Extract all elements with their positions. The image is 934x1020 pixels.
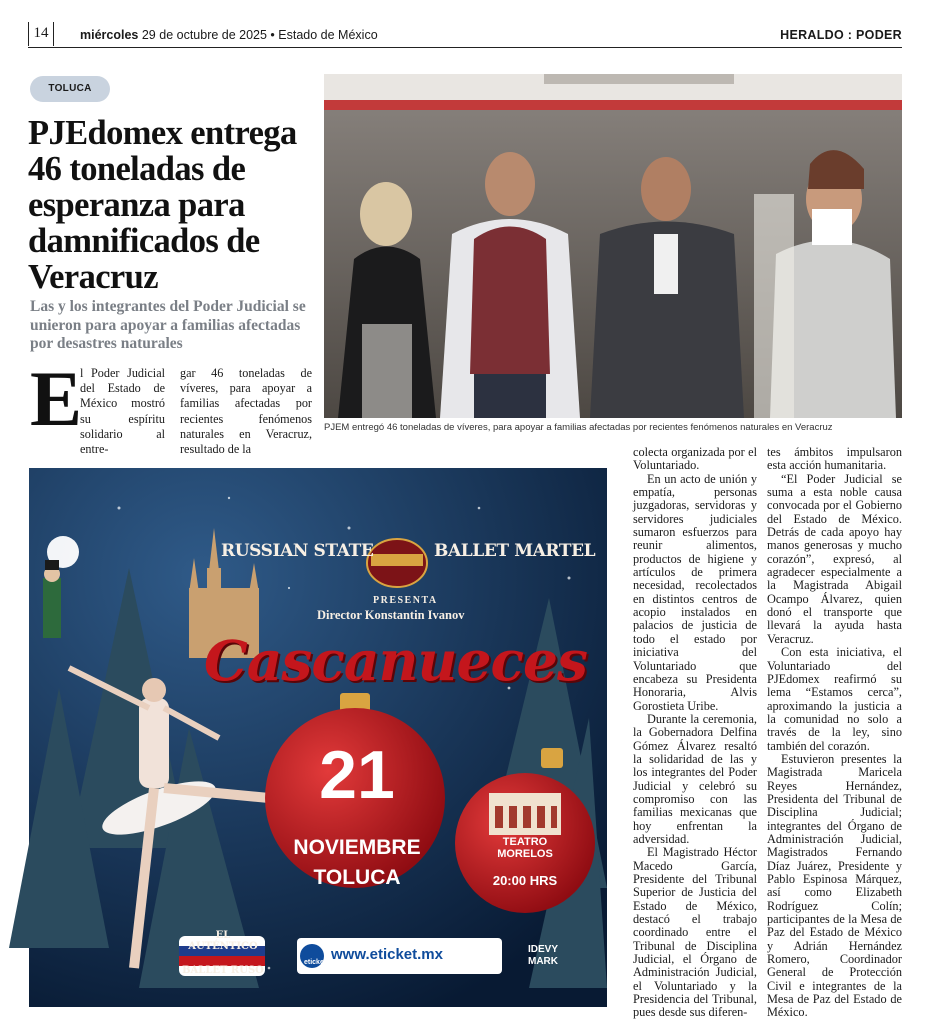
ad-title: Cascanueces	[204, 628, 587, 693]
body-column-1	[633, 446, 757, 1020]
paragraph: “El Poder Judicial se suma a esta noble causa convocada por el Gobierno del Estado de México. Detrás de cada apoyo hay manos generosas y mucho corazón”, expresó, al agradecer especialmente a la Magistrada Abigail Ocampo Álvarez, quien donó el transporte que llevará la ayuda hasta Veracruz.	[767, 471, 902, 646]
paragraph: Durante la ceremonia, la Gobernadora Delfina Gómez Álvarez resaltó la solidaridad de las y los integrantes del Poder Judicial y celebró su compromiso con las familias mexicanas que hoy enfrentan la adversidad.	[633, 711, 757, 846]
dateline-day: miércoles	[80, 28, 139, 42]
ad-time: 20:00 HRS	[492, 873, 558, 888]
nutcracker-ad[interactable]	[29, 468, 607, 1007]
photo-caption: PJEM entregó 46 toneladas de víveres, para apoyar a familias afectadas por recientes fenómenos naturales en Veracruz	[324, 422, 833, 433]
headline: PJEdomex entrega 46 toneladas de esperanza para damnificados de Veracruz	[28, 114, 297, 296]
paragraph: colecta organizada por el Voluntariado.	[633, 445, 757, 473]
lead-text-1: l Poder Judicial del Estado de México mostró su espíritu solidario al entre-	[80, 366, 165, 457]
ad-sponsor: IDEVY MARK	[527, 944, 558, 967]
ad-badge-top: EL AUTÉNTICO	[188, 930, 258, 952]
lead-text-2: gar 46 toneladas de víveres, para apoyar a familias afectadas por recientes fenómenos naturales en Veracruz, resultado de la	[180, 366, 312, 457]
ad-venue: TEATRO MORELOS	[497, 836, 553, 860]
ad-company-right: BALLET MARTEL	[434, 541, 596, 561]
ad-director: Director Konstantin Ivanov	[317, 608, 465, 622]
ad-ticket-url[interactable]: www.eticket.mx	[331, 946, 443, 963]
event-photo-illustration	[324, 74, 902, 418]
nutcracker-figure	[43, 560, 61, 638]
lead-column-1	[80, 366, 165, 457]
ad-company-left: RUSSIAN STATE	[221, 541, 374, 561]
paragraph: tes ámbitos impulsaron esta acción humanitaria.	[767, 445, 902, 473]
body-column-2	[767, 446, 902, 1020]
event-photo	[324, 74, 902, 418]
subhead: Las y los integrantes del Poder Judicial se unieron para apoyar a familias afectadas por desastres naturales	[30, 298, 306, 352]
section-name: HERALDO : PODER	[780, 28, 902, 42]
opera-ballet-crest	[367, 539, 427, 587]
page-number: 14	[28, 22, 54, 46]
paragraph: El Magistrado Héctor Macedo García, Presidente del Tribunal Superior de Justicia del Estado de México, destacó el trabajo coordinado entre el Tribunal de Disciplina Judicial, el Órgano de Administración Judicial, el Voluntariado y la Presidencia del Tribunal, pues desde sus diferen-	[633, 845, 757, 1020]
dateline-rest: 29 de octubre de 2025 • Estado de México	[141, 28, 378, 42]
paragraph: Con esta iniciativa, el Voluntariado del PJEdomex reafirmó su lema “Estamos cerca”, aproximando la justicia a la comunidad no solo a través de la ley, sino también del corazón.	[767, 645, 902, 753]
page-header	[28, 18, 902, 48]
ad-presenta: PRESENTA	[373, 595, 438, 606]
ad-city: TOLUCA	[313, 866, 401, 889]
lead-column-2	[180, 366, 312, 457]
paragraph: Estuvieron presentes la Magistrada Maricela Reyes Hernández, Presidenta del Tribunal de Disciplina Judicial; integrantes del Órgano de Administración Judicial, Magistrados Fernando Díaz Juárez, Presidente y Pablo Espinosa Márquez, así como Elizabeth Rodríguez Colín; participantes de la Mesa de Paz del Estado de México y Adrián Hernández Romero, Coordinador General de Protección Civil e integrantes de la Mesa de Paz del Estado de México.	[767, 751, 902, 1020]
ad-ticket-brand: eticket	[304, 959, 327, 966]
drop-cap: E	[30, 355, 83, 442]
ad-badge-bottom: BALLET RUSO	[182, 965, 264, 976]
ad-day: 21	[319, 737, 395, 813]
paragraph: En un acto de unión y empatía, personas juzgadoras, servidoras y servidores judiciales sumaron esfuerzos para reunir alimentos, productos de higiene y artículos de primera necesidad, recolectados en distintos centros de acopio instalados en palacios de justicia de todo el estado por iniciativa del Voluntariado que encabeza su Presidenta Honoraria, Alvis Gorostieta Uribe.	[633, 471, 757, 713]
ad-month: NOVIEMBRE	[293, 836, 421, 859]
dateline	[80, 28, 378, 42]
location-tag: TOLUCA	[30, 76, 110, 102]
